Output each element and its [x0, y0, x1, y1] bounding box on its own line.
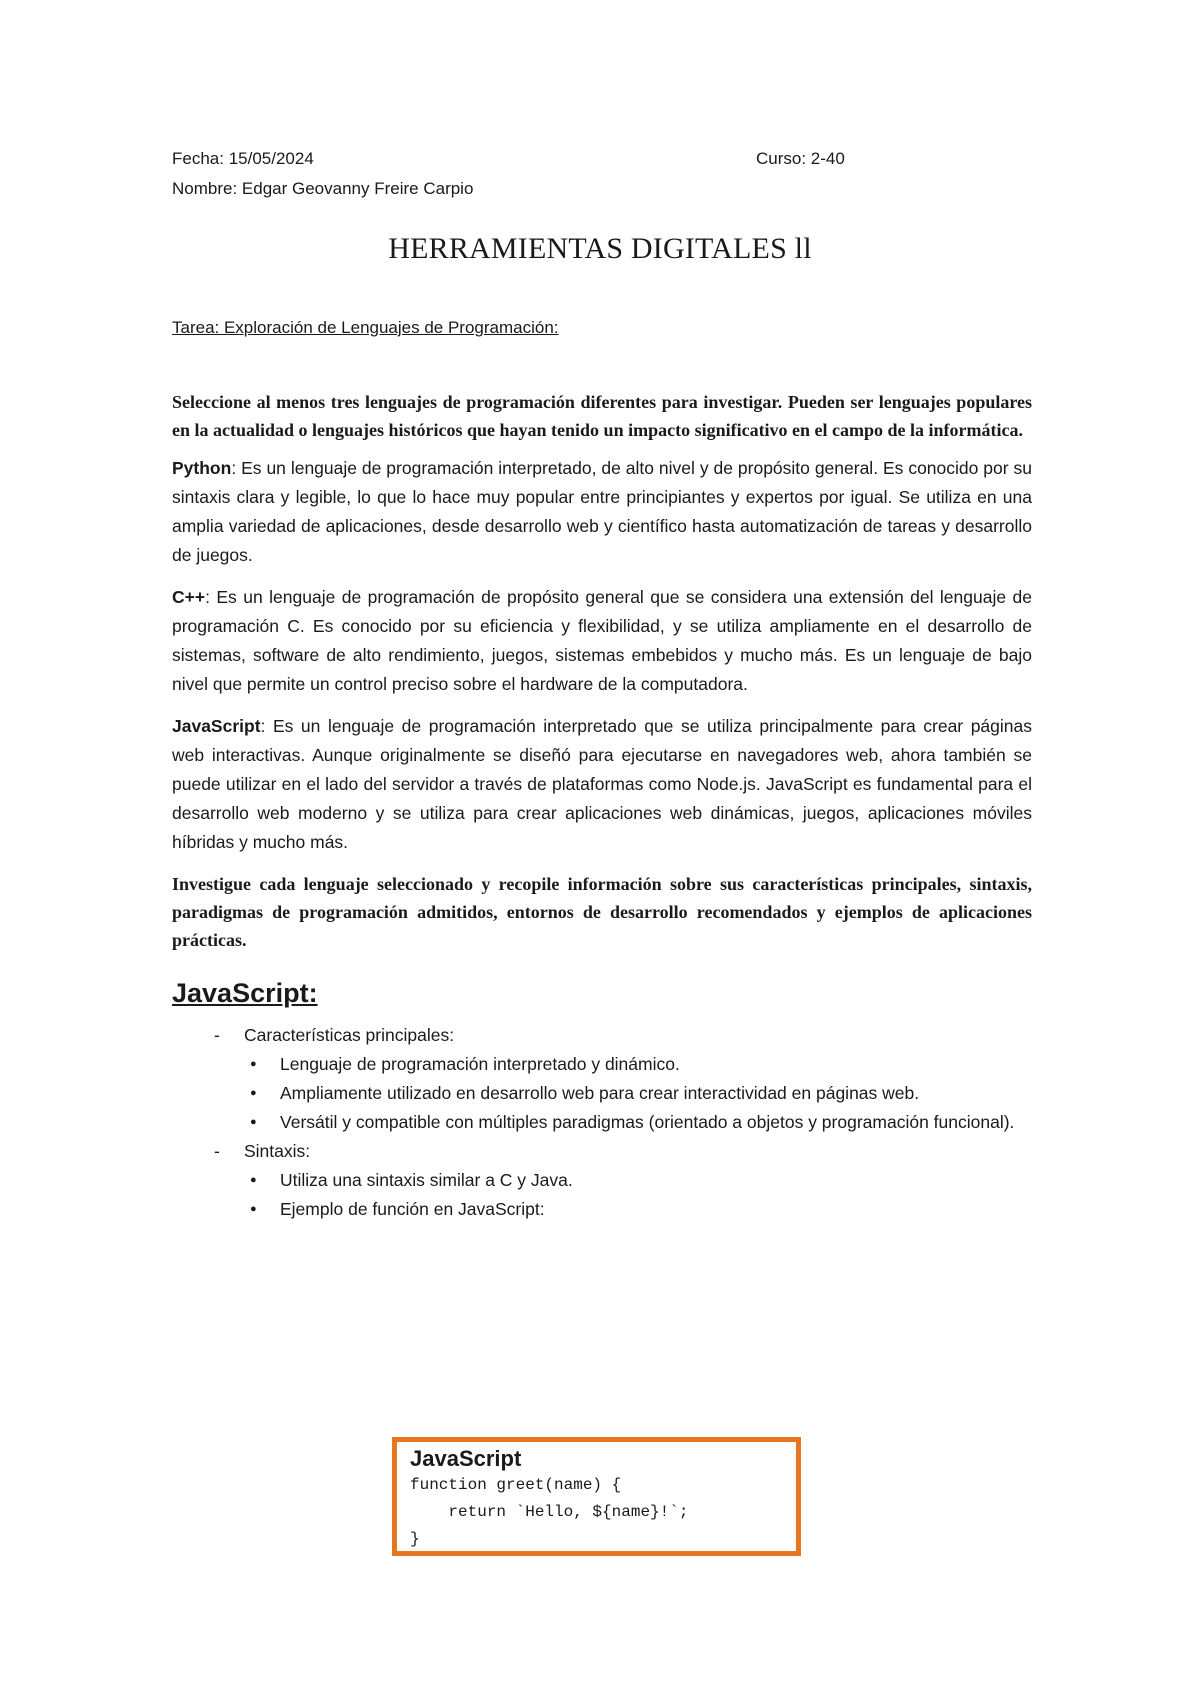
section-heading-javascript: JavaScript: — [172, 978, 318, 1008]
language-paragraph-python — [172, 454, 1032, 570]
language-paragraph-cpp — [172, 583, 1032, 699]
date-field: Fecha: 15/05/2024 — [172, 149, 314, 168]
features-label: Características principales: — [244, 1025, 455, 1045]
outline-item-features — [172, 1021, 1032, 1137]
javascript-outline — [172, 1021, 1032, 1166]
code-line: return `Hello, ${name}!`; — [410, 1503, 689, 1521]
list-item: ● Ejemplo de función en JavaScript: — [244, 1195, 1032, 1224]
course-field: Curso: 2-40 — [756, 149, 845, 168]
outline-item-syntax — [172, 1137, 1032, 1166]
language-name: JavaScript — [172, 716, 261, 736]
code-line: function greet(name) { — [410, 1476, 622, 1494]
list-item: ● Versátil y compatible con múltiples paradigmas (orientado a objetos y programación funcional). — [244, 1108, 1032, 1137]
task-title: Tarea: Exploración de Lenguajes de Programación: — [172, 318, 559, 337]
language-name: C++ — [172, 587, 206, 607]
syntax-label: Sintaxis: — [244, 1141, 311, 1161]
features-list — [244, 1050, 1032, 1137]
language-description: : Es un lenguaje de programación interpretado, de alto nivel y de propósito general. Es conocido por su sintaxis clara y legible, lo que lo hace muy popular entre principiantes y expertos por igual. Se utiliza en una amplia variedad de aplicaciones, desde desarrollo web y científico hasta automatización de tareas y desarrollo de juegos. — [172, 458, 1032, 565]
list-item: ● Lenguaje de programación interpretado y dinámico. — [244, 1050, 1032, 1079]
language-name: Python — [172, 458, 232, 478]
language-paragraph-javascript — [172, 712, 1032, 857]
language-description: : Es un lenguaje de programación de propósito general que se considera una extensión del lenguaje de programación C. Es conocido por su eficiencia y flexibilidad, y se utiliza ampliamente en el desarrollo de sistemas, software de alto rendimiento, juegos, sistemas embebidos y mucho más. Es un lenguaje de bajo nivel que permite un control preciso sobre el hardware de la computadora. — [172, 587, 1032, 694]
document-title: HERRAMIENTAS DIGITALES ll — [388, 232, 812, 265]
document-body — [172, 388, 1032, 1224]
instruction-paragraph-1: Seleccione al menos tres lenguajes de programación diferentes para investigar. Pueden ser lenguajes populares en la actualidad o lenguajes históricos que hayan tenido un impacto significativo en el campo de la informática. — [172, 392, 1032, 440]
list-item: ● Utiliza una sintaxis similar a C y Java. — [244, 1166, 1032, 1195]
instruction-paragraph-2: Investigue cada lenguaje seleccionado y recopile información sobre sus características principales, sintaxis, paradigmas de programación admitidos, entornos de desarrollo recomendados y ejemplos de aplicaciones prácticas. — [172, 874, 1032, 950]
student-name: Nombre: Edgar Geovanny Freire Carpio — [172, 179, 474, 198]
syntax-list — [244, 1166, 1032, 1224]
list-item: ● Ampliamente utilizado en desarrollo web para crear interactividad en páginas web. — [244, 1079, 1032, 1108]
code-box-title: JavaScript — [410, 1446, 522, 1471]
code-line: } — [410, 1530, 420, 1548]
code-example-box — [392, 1437, 801, 1556]
language-description: : Es un lenguaje de programación interpretado que se utiliza principalmente para crear páginas web interactivas. Aunque originalmente se diseñó para ejecutarse en navegadores web, ahora también se puede utilizar en el lado del servidor a través de plataformas como Node.js. JavaScript es fundamental para el desarrollo web moderno y se utiliza para crear aplicaciones web dinámicas, juegos, aplicaciones móviles híbridas y mucho más. — [172, 716, 1032, 852]
